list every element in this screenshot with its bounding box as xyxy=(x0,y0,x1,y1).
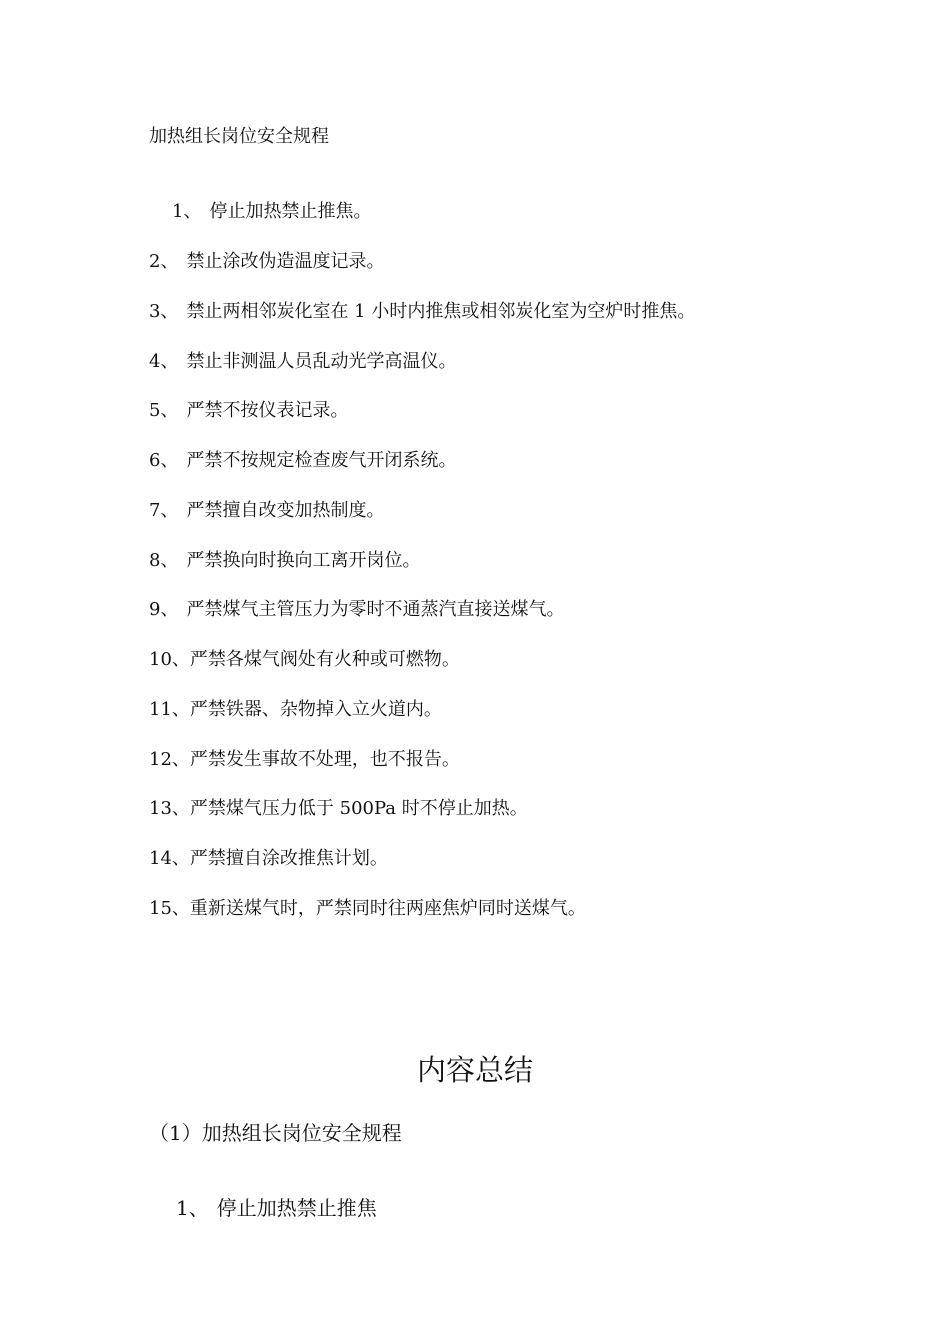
rule-number: 4、 xyxy=(149,351,179,372)
rule-text: 严禁发生事故不处理，也不报告。 xyxy=(189,749,460,770)
rule-item-15 xyxy=(149,897,586,921)
rule-item-1 xyxy=(172,200,371,224)
rule-item-5 xyxy=(149,399,348,423)
rule-text: 严禁各煤气阀处有火种或可燃物。 xyxy=(189,649,460,670)
rule-text: 严禁擅自改变加热制度。 xyxy=(186,500,385,521)
rule-number: 7、 xyxy=(149,500,179,521)
rule-item-12 xyxy=(149,748,460,772)
rule-item-7 xyxy=(149,499,384,523)
summary-item-1 xyxy=(176,1195,377,1221)
rule-number: 12、 xyxy=(149,749,190,770)
rule-number: 8、 xyxy=(149,550,179,571)
rule-number: 10、 xyxy=(149,649,190,670)
rule-number: 2、 xyxy=(149,251,179,272)
rule-number: 3、 xyxy=(149,301,179,322)
rule-text: 重新送煤气时，严禁同时往两座焦炉同时送煤气。 xyxy=(189,898,586,919)
rule-text: 严禁不按仪表记录。 xyxy=(186,400,349,421)
rule-item-6 xyxy=(149,449,456,473)
rule-text: 严禁擅自涂改推焦计划。 xyxy=(189,848,388,869)
rule-item-13 xyxy=(149,797,528,821)
rule-number: 9、 xyxy=(149,599,179,620)
rule-text: 严禁换向时换向工离开岗位。 xyxy=(186,550,421,571)
rule-item-9 xyxy=(149,598,564,622)
rule-text: 停止加热禁止推焦。 xyxy=(209,201,372,222)
rule-number: 14、 xyxy=(149,848,190,869)
rule-text: 严禁不按规定检查废气开闭系统。 xyxy=(186,450,457,471)
rule-text: 禁止两相邻炭化室在 1 小时内推焦或相邻炭化室为空炉时推焦。 xyxy=(186,301,696,322)
rule-item-8 xyxy=(149,549,420,573)
rule-item-11 xyxy=(149,698,442,722)
rule-text: 严禁铁器、杂物掉入立火道内。 xyxy=(189,699,442,720)
summary-item-number: 1、 xyxy=(176,1196,209,1220)
summary-heading: 内容总结 xyxy=(416,1053,533,1087)
rule-item-10 xyxy=(149,648,460,672)
summary-item-text: 停止加热禁止推焦 xyxy=(216,1196,377,1220)
rule-text: 禁止非测温人员乱动光学高温仪。 xyxy=(186,351,457,372)
summary-subtitle: （1）加热组长岗位安全规程 xyxy=(149,1121,402,1145)
rule-number: 1、 xyxy=(172,201,202,222)
rule-item-4 xyxy=(149,350,456,374)
rule-number: 6、 xyxy=(149,450,179,471)
rule-number: 15、 xyxy=(149,898,190,919)
rule-text: 严禁煤气主管压力为零时不通蒸汽直接送煤气。 xyxy=(186,599,565,620)
rule-item-3 xyxy=(149,300,695,324)
rule-item-2 xyxy=(149,250,384,274)
rule-text: 禁止涂改伪造温度记录。 xyxy=(186,251,385,272)
rule-text: 严禁煤气压力低于 500Pa 时不停止加热。 xyxy=(189,798,528,819)
rule-number: 11、 xyxy=(149,699,190,720)
rule-item-14 xyxy=(149,847,388,871)
rule-number: 5、 xyxy=(149,400,179,421)
rule-number: 13、 xyxy=(149,798,190,819)
document-title: 加热组长岗位安全规程 xyxy=(149,126,329,147)
